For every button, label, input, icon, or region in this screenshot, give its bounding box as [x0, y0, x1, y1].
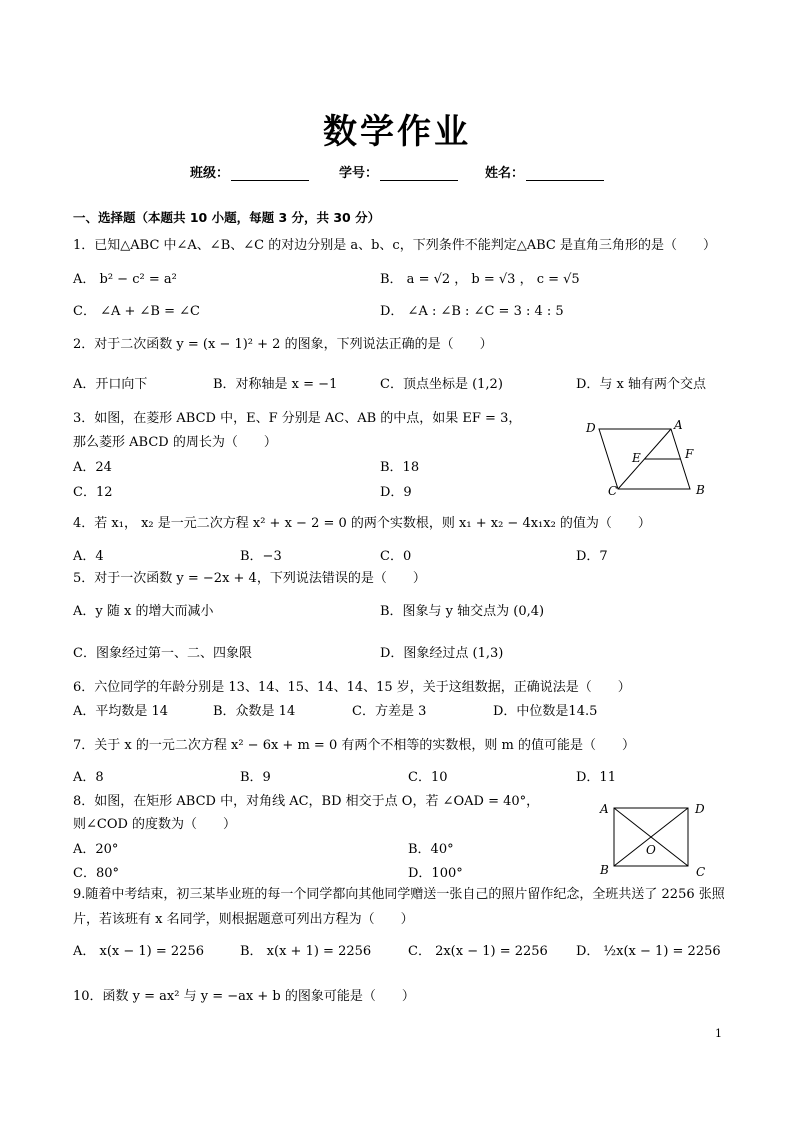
question-5-option-a[interactable]: A．y 随 x 的增大而减小 — [73, 604, 214, 619]
question-3-option-d[interactable]: D．9 — [380, 485, 412, 500]
question-2-option-b[interactable]: B．对称轴是 x = −1 — [213, 377, 338, 392]
question-3-option-c[interactable]: C．12 — [73, 485, 113, 500]
question-5-option-b[interactable]: B．图象与 y 轴交点为 (0,4) — [380, 604, 545, 619]
question-5-option-d[interactable]: D．图象经过点 (1,3) — [380, 646, 504, 661]
name-field — [485, 162, 604, 181]
question-8-stem-line2: 则∠COD 的度数为（ ） — [73, 817, 237, 832]
question-5-stem: 5．对于一次函数 y = −2x + 4，下列说法错误的是（ ） — [73, 571, 426, 586]
question-5-option-c[interactable]: C．图象经过第一、二、四象限 — [73, 646, 252, 661]
rectangle-figure — [595, 800, 715, 880]
label-a-rect: A — [600, 802, 609, 816]
question-4-option-b[interactable]: B．−3 — [240, 549, 282, 564]
question-2-stem: 2．对于二次函数 y = (x − 1)² + 2 的图象，下列说法正确的是（ ） — [73, 337, 493, 352]
question-8-option-b[interactable]: B．40° — [408, 842, 454, 857]
label-c: C — [608, 484, 618, 498]
question-2-option-c[interactable]: C．顶点坐标是 (1,2) — [380, 377, 503, 392]
question-8-stem-line1: 8．如图，在矩形 ABCD 中，对角线 AC，BD 相交于点 O，若 ∠OAD = 40°， — [73, 794, 540, 809]
question-2-option-d[interactable]: D．与 x 轴有两个交点 — [576, 377, 707, 392]
label-f: F — [685, 447, 694, 461]
name-blank[interactable] — [526, 166, 604, 181]
question-7-option-c[interactable]: C．10 — [408, 770, 448, 785]
label-o-rect: O — [646, 843, 656, 857]
question-3-stem-line1: 3．如图，在菱形 ABCD 中，E、F 分别是 AC、AB 的中点，如果 EF = 3， — [73, 411, 522, 426]
question-1-option-d[interactable]: D． ∠A : ∠B : ∠C = 3 : 4 : 5 — [380, 304, 564, 319]
question-6-option-b[interactable]: B．众数是 14 — [213, 704, 296, 719]
question-2-option-a[interactable]: A．开口向下 — [73, 377, 148, 392]
question-1-option-c[interactable]: C． ∠A + ∠B = ∠C — [73, 304, 200, 319]
question-9-option-b[interactable]: B． x(x + 1) = 2256 — [240, 944, 372, 959]
label-d-rect: D — [695, 802, 705, 816]
question-9-option-a[interactable]: A． x(x − 1) = 2256 — [73, 944, 204, 959]
student-id-label: 学号： — [339, 166, 379, 181]
question-4-stem: 4．若 x₁， x₂ 是一元二次方程 x² + x − 2 = 0 的两个实数根，则 x₁ + x₂ − 4x₁x₂ 的值为（ ） — [73, 516, 651, 531]
class-label: 班级： — [190, 166, 230, 181]
rhombus-figure — [580, 415, 720, 500]
question-9-stem: 9.随着中考结束，初三某毕业班的每一个同学都向其他同学赠送一张自己的照片留作纪念，全班共送了 2256 张照片，若该班有 x 名同学，则根据题意可列出方程为（ ） — [73, 887, 725, 927]
page-title: 数学作业 — [323, 112, 471, 152]
label-e: E — [632, 451, 641, 465]
question-9-option-d[interactable]: D． ½x(x − 1) = 2256 — [576, 944, 721, 959]
class-field — [190, 162, 309, 181]
question-4-option-a[interactable]: A．4 — [73, 549, 104, 564]
question-4-option-d[interactable]: D．7 — [576, 549, 608, 564]
question-7-option-a[interactable]: A．8 — [73, 770, 104, 785]
question-3-option-a[interactable]: A．24 — [73, 460, 112, 475]
question-9-option-c[interactable]: C． 2x(x − 1) = 2256 — [408, 944, 548, 959]
label-a: A — [674, 418, 683, 432]
question-8-option-c[interactable]: C．80° — [73, 866, 119, 881]
question-7-option-d[interactable]: D．11 — [576, 770, 616, 785]
name-label: 姓名： — [485, 166, 525, 181]
student-id-blank[interactable] — [380, 166, 458, 181]
question-7-option-b[interactable]: B．9 — [240, 770, 271, 785]
question-6-option-d[interactable]: D．中位数是14.5 — [493, 704, 598, 719]
question-6-option-a[interactable]: A．平均数是 14 — [73, 704, 169, 719]
label-b: B — [696, 483, 705, 497]
question-6-option-c[interactable]: C．方差是 3 — [352, 704, 427, 719]
section-title: 一、选择题（本题共 10 小题，每题 3 分，共 30 分） — [73, 210, 381, 225]
student-id-field — [339, 162, 458, 181]
label-c-rect: C — [696, 865, 706, 879]
question-3-option-b[interactable]: B．18 — [380, 460, 420, 475]
question-8-option-a[interactable]: A．20° — [73, 842, 119, 857]
label-b-rect: B — [600, 863, 609, 877]
class-blank[interactable] — [231, 166, 309, 181]
label-d: D — [586, 421, 596, 435]
question-3-stem-line2: 那么菱形 ABCD 的周长为（ ） — [73, 435, 277, 450]
question-6-stem: 6．六位同学的年龄分别是 13、14、15、14、14、15 岁，关于这组数据，正确说法是（ ） — [73, 680, 631, 695]
question-10-stem: 10．函数 y = ax² 与 y = −ax + b 的图象可能是（ ） — [73, 989, 415, 1004]
page-number: 1 — [715, 1027, 722, 1040]
question-8-option-d[interactable]: D．100° — [408, 866, 463, 881]
question-4-option-c[interactable]: C．0 — [380, 549, 412, 564]
question-1-option-b[interactable]: B． a = √2 ， b = √3 ， c = √5 — [380, 272, 580, 287]
question-1-option-a[interactable]: A． b² − c² = a² — [73, 272, 177, 287]
question-7-stem: 7．关于 x 的一元二次方程 x² − 6x + m = 0 有两个不相等的实数根，则 m 的值可能是（ ） — [73, 738, 635, 753]
question-1-stem: 1．已知△ABC 中∠A、∠B、∠C 的对边分别是 a、b、c，下列条件不能判定△ABC 是直角三角形的是（ ） — [73, 238, 716, 253]
